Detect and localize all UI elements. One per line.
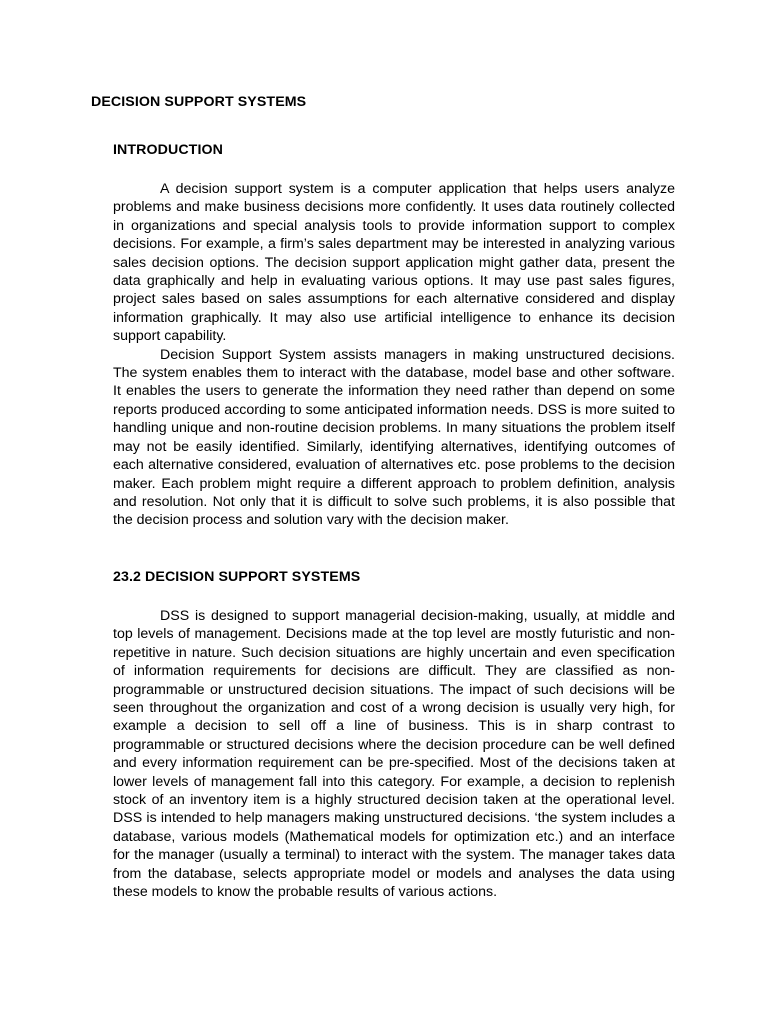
dss-body: [113, 607, 675, 902]
paragraph: Decision Support System assists managers in making unstructured decisions. The system enables them to interact with the database, model base and other software. It enables the users to generate the information they need rather than depend on some reports produced according to some anticipated information needs. DSS is more suited to handling unique and non-routine decision problems. In many situations the problem itself may not be easily identified. Similarly, identifying alternatives, identifying outcomes of each alternative considered, evaluation of alternatives etc. pose problems to the decision maker. Each problem might require a different approach to problem definition, analysis and resolution. Not only that it is difficult to solve such problems, it is also possible that the decision process and solution vary with the decision maker.: [113, 346, 675, 529]
section-heading-decision-support-systems: 23.2 DECISION SUPPORT SYSTEMS: [113, 569, 361, 585]
introduction-body: [113, 180, 675, 530]
paragraph: A decision support system is a computer application that helps users analyze problems and make business decisions more confidently. It uses data routinely collected in organizations and special analysis tools to provide information support to complex decisions. For example, a firm’s sales department may be interested in analyzing various sales decision options. The decision support application might gather data, present the data graphically and help in evaluating various options. It may use past sales figures, project sales based on sales assumptions for each alternative considered and display information graphically. It may also use artificial intelligence to enhance its decision support capability.: [113, 181, 675, 345]
section-heading-introduction: INTRODUCTION: [113, 142, 223, 158]
paragraph: DSS is designed to support managerial decision-making, usually, at middle and top levels of management. Decisions made at the top level are mostly futuristic and non-repetitive in nature. Such decision situations are highly uncertain and even specification of information requirements for decisions are difficult. They are classified as non-programmable or unstructured decision situations. The impact of such decisions will be seen throughout the organization and cost of a wrong decision is usually very high, for example a decision to sell off a line of business. This is in sharp contrast to programmable or structured decisions where the decision procedure can be well defined and every information requirement can be pre-specified. Most of the decisions taken at lower levels of management fall into this category. For example, a decision to replenish stock of an inventory item is a highly structured decision taken at the operational level. DSS is intended to help managers making unstructured decisions. ‘the system includes a database, various models (Mathematical models for optimization etc.) and an interface for the manager (usually a terminal) to interact with the system. The manager takes data from the database, selects appropriate model or models and analyses the data using these models to know the probable results of various actions.: [113, 608, 675, 901]
document-title: DECISION SUPPORT SYSTEMS: [91, 94, 307, 110]
